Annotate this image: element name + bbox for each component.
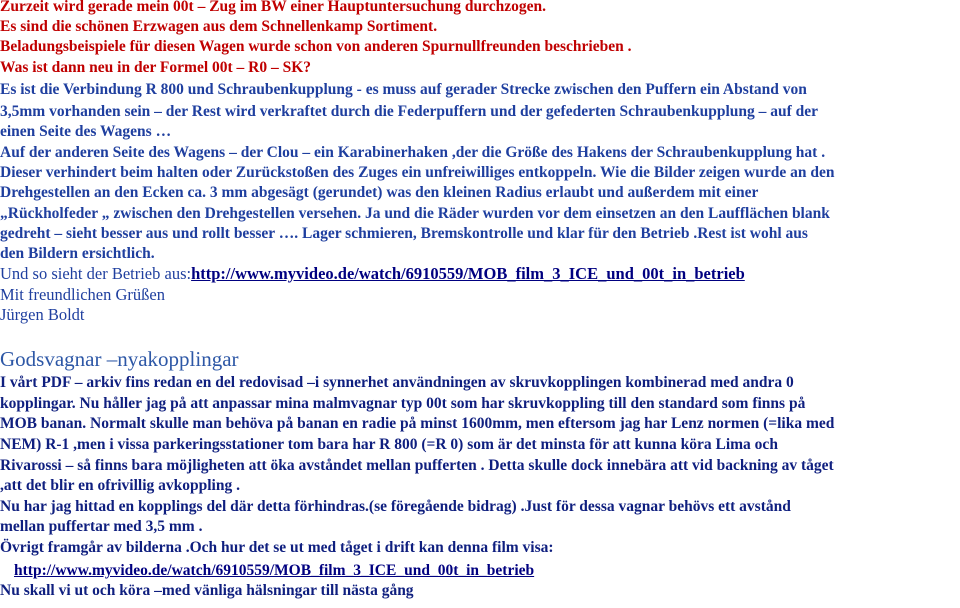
section-heading: Godsvagnar –nyakopplingar (0, 347, 239, 371)
closing-line: Nu skall vi ut och köra –med vänliga hälsningar till nästa gång (0, 582, 414, 599)
german-line-6: 3,5mm vorhanden sein – der Rest wird verkraftet durch die Federpuffern und der gefederten Schraubenkupplung – auf der (0, 103, 819, 120)
german-line-4: Was ist dann neu in der Formel 00t – R0 – SK? (0, 59, 312, 76)
swedish-line-9: Övrigt framgår av bilderna .Och hur det se ut med tåget i drift kan denna film visa: (0, 539, 554, 556)
swedish-line-7: Nu har jag hittad en kopplings del där detta förhindras.(se föregående bidrag) .Just för dessa vagnar behövs ett avstånd (0, 498, 791, 515)
german-line-2: Es sind die schönen Erzwagen aus dem Schnellenkamp Sortiment. (0, 18, 438, 35)
swedish-line-2: kopplingar. Nu håller jag på att anpassar mina malmvagnar typ 00t som har skruvkoppling till den standard som finns på (0, 395, 806, 412)
video-prefix: Und so sieht der Betrieb aus: (0, 264, 192, 283)
german-line-5: Es ist die Verbindung R 800 und Schraubenkupplung - es muss auf gerader Strecke zwischen den Puffern ein Abstand von (0, 81, 807, 98)
swedish-line-8: mellan puffertar med 3,5 mm . (0, 518, 203, 535)
german-line-7: einen Seite des Wagens … (0, 123, 172, 140)
german-line-13: den Bildern ersichtlich. (0, 245, 155, 262)
german-line-11: „Rückholfeder „ zwischen den Drehgestellen versehen. Ja und die Räder wurden vor dem einsetzen an den Laufflächen blank (0, 205, 830, 222)
video-line-german (0, 264, 745, 284)
german-line-3: Beladungsbeispiele für diesen Wagen wurde schon von anderen Spurnullfreunden beschrieben . (0, 38, 632, 55)
signature: Jürgen Boldt (0, 305, 85, 324)
swedish-line-1: I vårt PDF – arkiv fins redan en del redovisad –i synnerhet användningen av skruvkopplingen kombinerad med andra 0 (0, 374, 794, 391)
german-line-1: Zurzeit wird gerade mein 00t – Zug im BW einer Hauptuntersuchung durchzogen. (0, 0, 546, 15)
german-line-9: Dieser verhindert beim halten oder Zurückstoßen des Zuges ein unfreiwilliges entkoppeln. Wie die Bilder zeigen wurde an den (0, 164, 835, 181)
swedish-line-5: Rivarossi – så finns bara möjligheten att öka avståndet mellan pufferten . Detta skulle dock innebära att vid backning av tåget (0, 457, 834, 474)
german-line-8: Auf der anderen Seite des Wagens – der Clou – ein Karabinerhaken ,der die Größe des Hakens der Schraubenkupplung hat . (0, 144, 826, 161)
german-line-12: gedreht – sieht besser aus und rollt besser …. Lager schmieren, Bremskontrolle und klar für den Betrieb .Rest ist wohl aus (0, 225, 808, 242)
german-line-10: Drehgestellen an den Ecken ca. 3 mm abgesägt (gerundet) was den kleinen Radius erlaubt und außerdem mit einer (0, 184, 759, 201)
greeting: Mit freundlichen Grüßen (0, 285, 165, 304)
video-link-german[interactable]: http://www.myvideo.de/watch/6910559/MOB_film_3_ICE_und_00t_in_betrieb (191, 264, 745, 283)
swedish-line-6: ,att det blir en ofrivillig avkoppling . (0, 477, 240, 494)
swedish-line-4: NEM) R-1 ,men i vissa parkeringsstationer tom bara har R 800 (=R 0) som är det minsta för att kunna köra Lima och (0, 436, 778, 453)
swedish-line-3: MOB banan. Normalt skulle man behöva på banan en radie på minst 1600mm, men eftersom jag har Lenz normen (=lika med (0, 415, 835, 432)
video-link-swedish[interactable]: http://www.myvideo.de/watch/6910559/MOB_film_3_ICE_und_00t_in_betrieb (14, 562, 535, 579)
video-line-swedish (14, 561, 534, 581)
